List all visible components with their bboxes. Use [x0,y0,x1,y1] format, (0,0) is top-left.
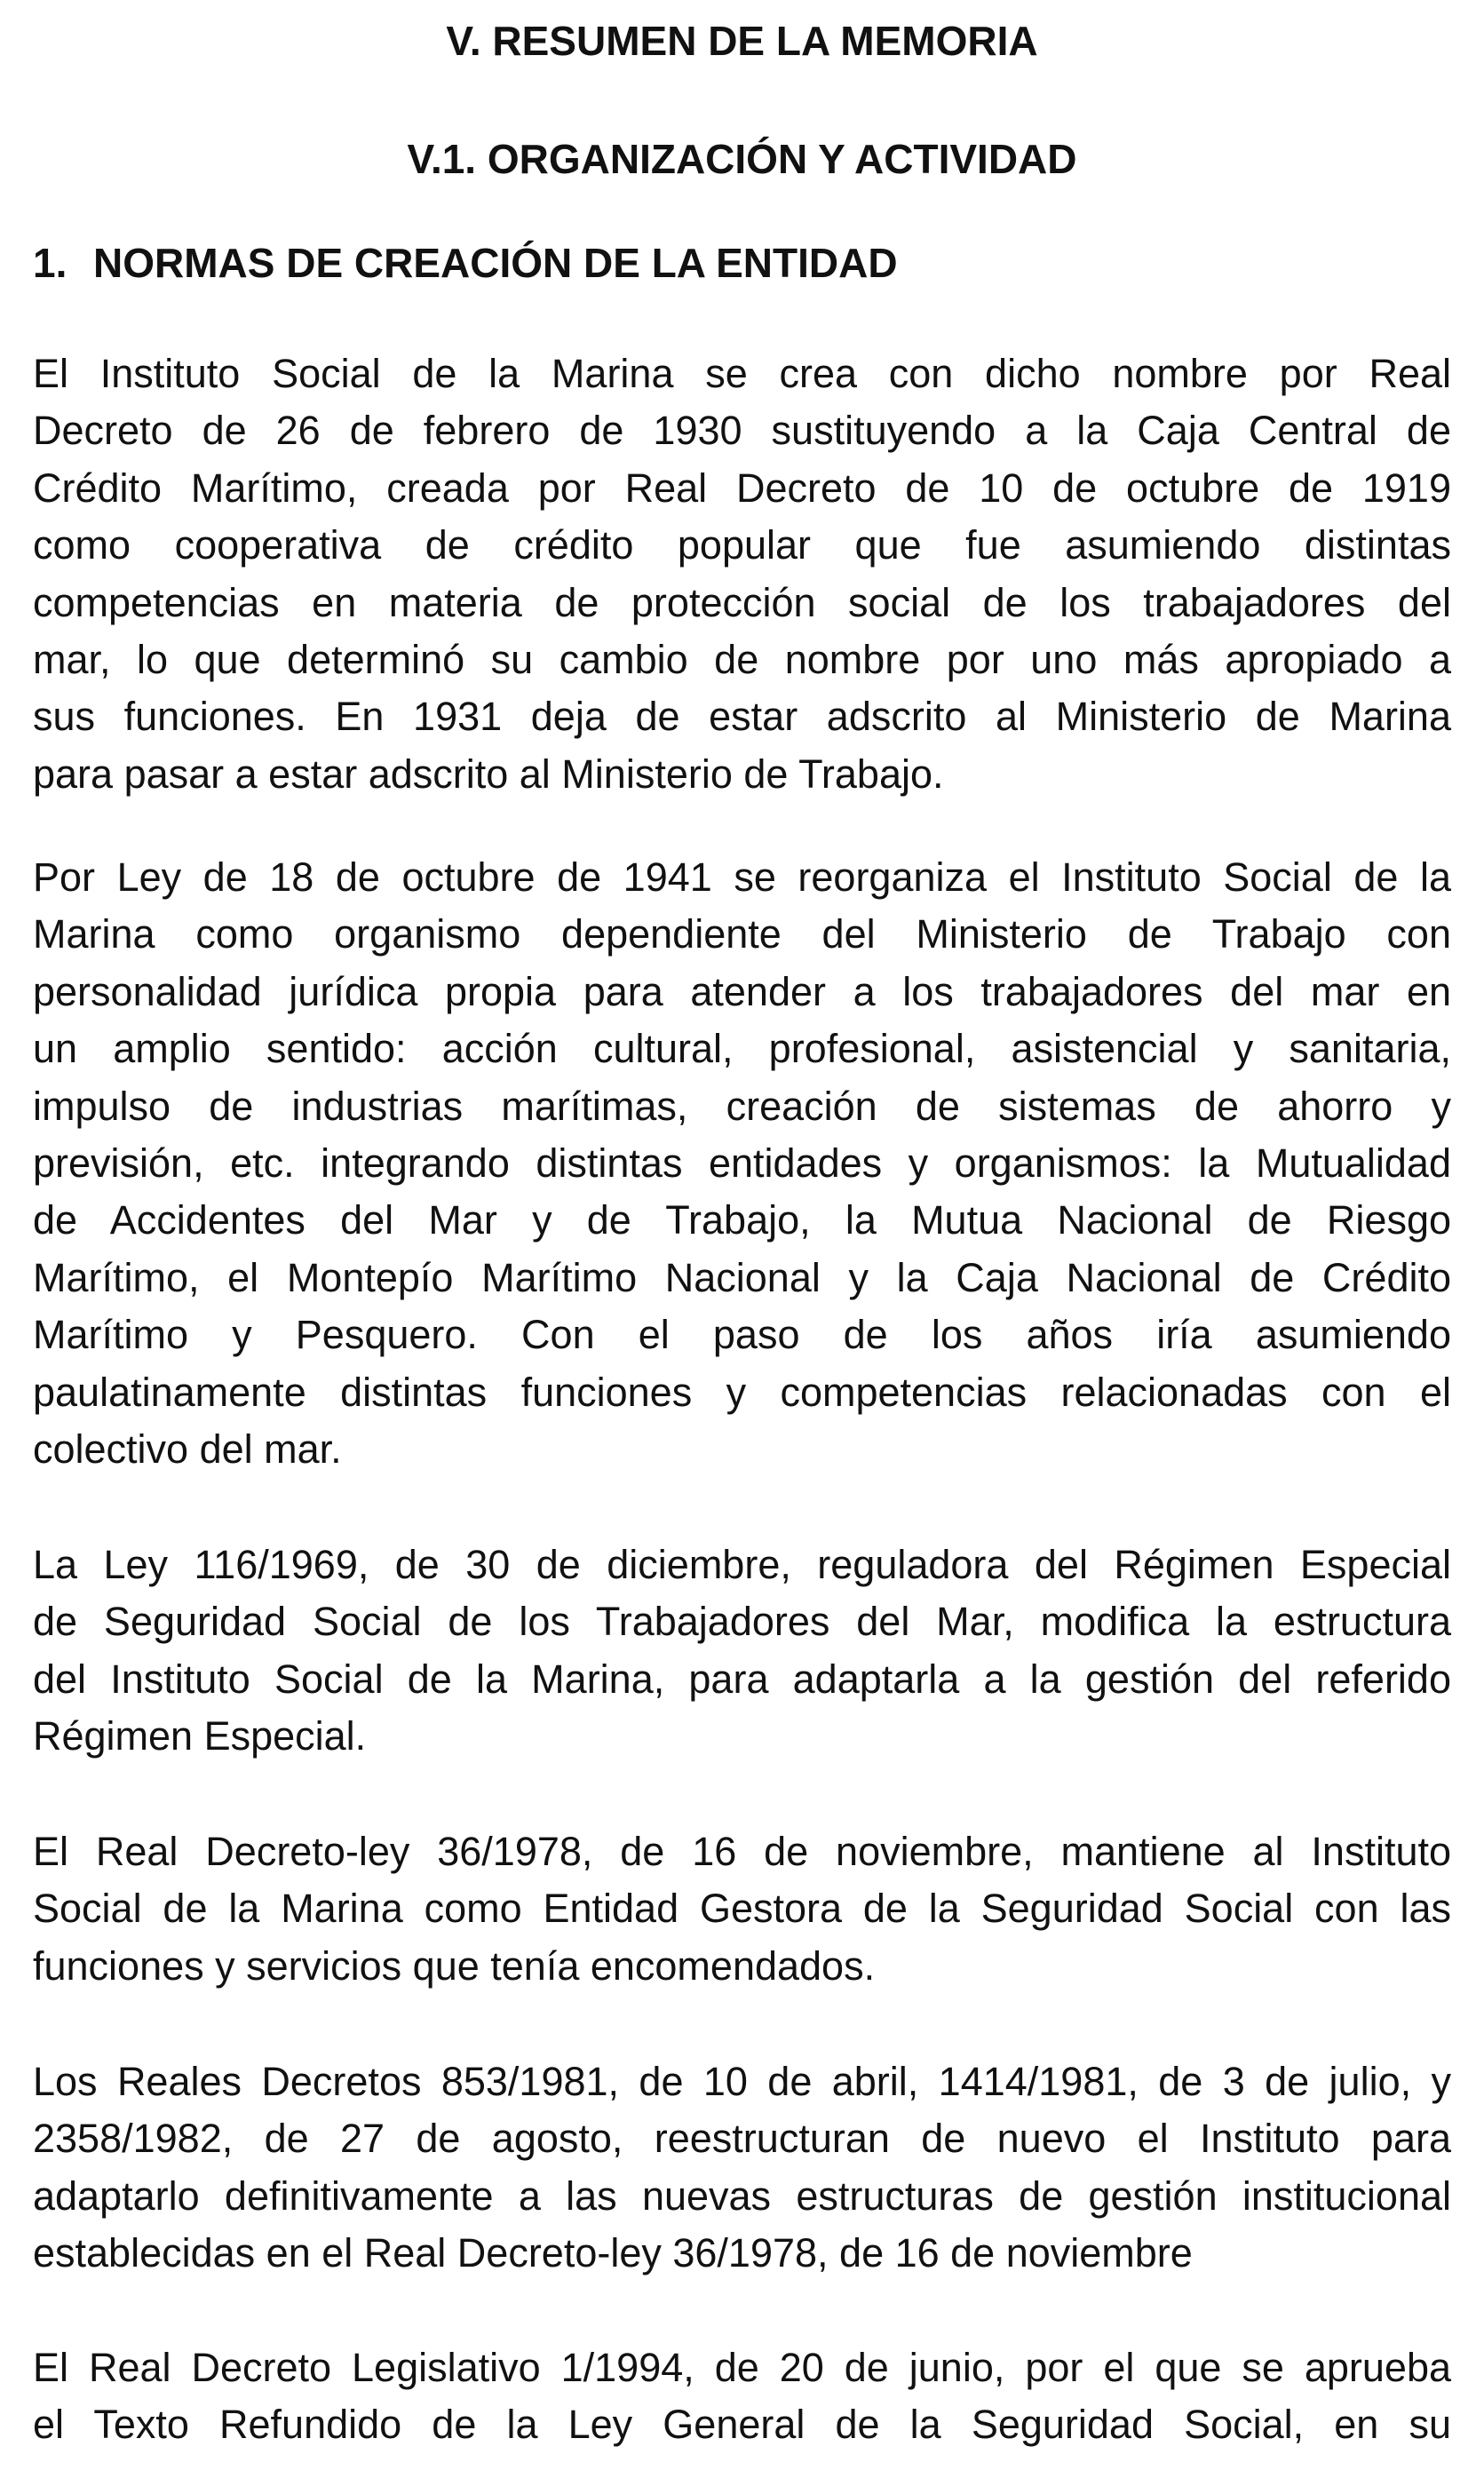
paragraph-line: Marítimo y Pesquero. Con el paso de los años iría asumiendo [33,1312,1451,1358]
paragraph-line: un amplio sentido: acción cultural, profesional, asistencial y sanitaria, [33,1026,1451,1072]
paragraph-line: El Instituto Social de la Marina se crea con dicho nombre por Real [33,351,1451,396]
paragraph-line: Crédito Marítimo, creada por Real Decreto de 10 de octubre de 1919 [33,465,1451,511]
paragraph-line: Marina como organismo dependiente del Ministerio de Trabajo con [33,911,1451,957]
paragraph-line: de Accidentes del Mar y de Trabajo, la Mutua Nacional de Riesgo [33,1197,1451,1243]
paragraph-line: Por Ley de 18 de octubre de 1941 se reorganiza el Instituto Social de la [33,854,1451,900]
paragraph-line: Los Reales Decretos 853/1981, de 10 de abril, 1414/1981, de 3 de julio, y [33,2059,1451,2104]
paragraph-line: mar, lo que determinó su cambio de nombre por uno más apropiado a [33,636,1451,682]
paragraph-line: personalidad jurídica propia para atender a los trabajadores del mar en [33,968,1451,1014]
paragraph-line: Social de la Marina como Entidad Gestora de la Seguridad Social con las [33,1886,1451,1932]
section-heading-text: NORMAS DE CREACIÓN DE LA ENTIDAD [93,240,898,286]
paragraph-line: del Instituto Social de la Marina, para adaptarla a la gestión del referido [33,1656,1451,1702]
paragraph-line: impulso de industrias marítimas, creación de sistemas de ahorro y [33,1083,1451,1129]
paragraph-rdleg-1994 [33,2339,1451,2454]
paragraph-line: establecidas en el Real Decreto-ley 36/1978, de 16 de noviembre [33,2230,1193,2276]
document-title: V. RESUMEN DE LA MEMORIA [446,18,1038,64]
paragraph-line: el Texto Refundido de la Ley General de la Seguridad Social, en su [33,2402,1451,2448]
document-subtitle: V.1. ORGANIZACIÓN Y ACTIVIDAD [407,136,1077,182]
paragraph-line: de Seguridad Social de los Trabajadores del Mar, modifica la estructura [33,1599,1451,1645]
paragraph-rdl-1978 [33,1823,1451,1995]
paragraph-line: previsión, etc. integrando distintas entidades y organismos: la Mutualidad [33,1140,1451,1186]
section-number: 1. [33,240,67,286]
paragraph-line: El Real Decreto-ley 36/1978, de 16 de noviembre, mantiene al Instituto [33,1829,1451,1874]
paragraph-line: 2358/1982, de 27 de agosto, reestructuran de nuevo el Instituto para [33,2116,1451,2162]
paragraph-line: colectivo del mar. [33,1426,342,1472]
paragraph-line: sus funciones. En 1931 deja de estar adscrito al Ministerio de Marina [33,694,1451,740]
paragraph-line: competencias en materia de protección social de los trabajadores del [33,579,1451,625]
paragraph-line: adaptarlo definitivamente a las nuevas estructuras de gestión institucional [33,2172,1451,2219]
paragraph-line: El Real Decreto Legislativo 1/1994, de 20 de junio, por el que se aprueba [33,2345,1451,2390]
section-heading [33,236,898,290]
paragraph-reorganization [33,849,1451,1478]
paragraph-line: Marítimo, el Montepío Marítimo Nacional y la Caja Nacional de Crédito [33,1254,1451,1300]
paragraph-line: Decreto de 26 de febrero de 1930 sustituyendo a la Caja Central de [33,408,1451,454]
paragraph-line: funciones y servicios que tenía encomendados. [33,1942,876,1989]
paragraph-line: como cooperativa de crédito popular que fue asumiendo distintas [33,522,1451,568]
paragraph-line: paulatinamente distintas funciones y competencias relacionadas con el [33,1369,1451,1415]
paragraph-line: La Ley 116/1969, de 30 de diciembre, reguladora del Régimen Especial [33,1542,1451,1587]
paragraph-line: para pasar a estar adscrito al Ministerio de Trabajo. [33,751,944,797]
paragraph-line: Régimen Especial. [33,1713,367,1759]
paragraph-reales-decretos [33,2053,1451,2283]
paragraph-creation [33,345,1451,803]
paragraph-ley-1969 [33,1537,1451,1766]
